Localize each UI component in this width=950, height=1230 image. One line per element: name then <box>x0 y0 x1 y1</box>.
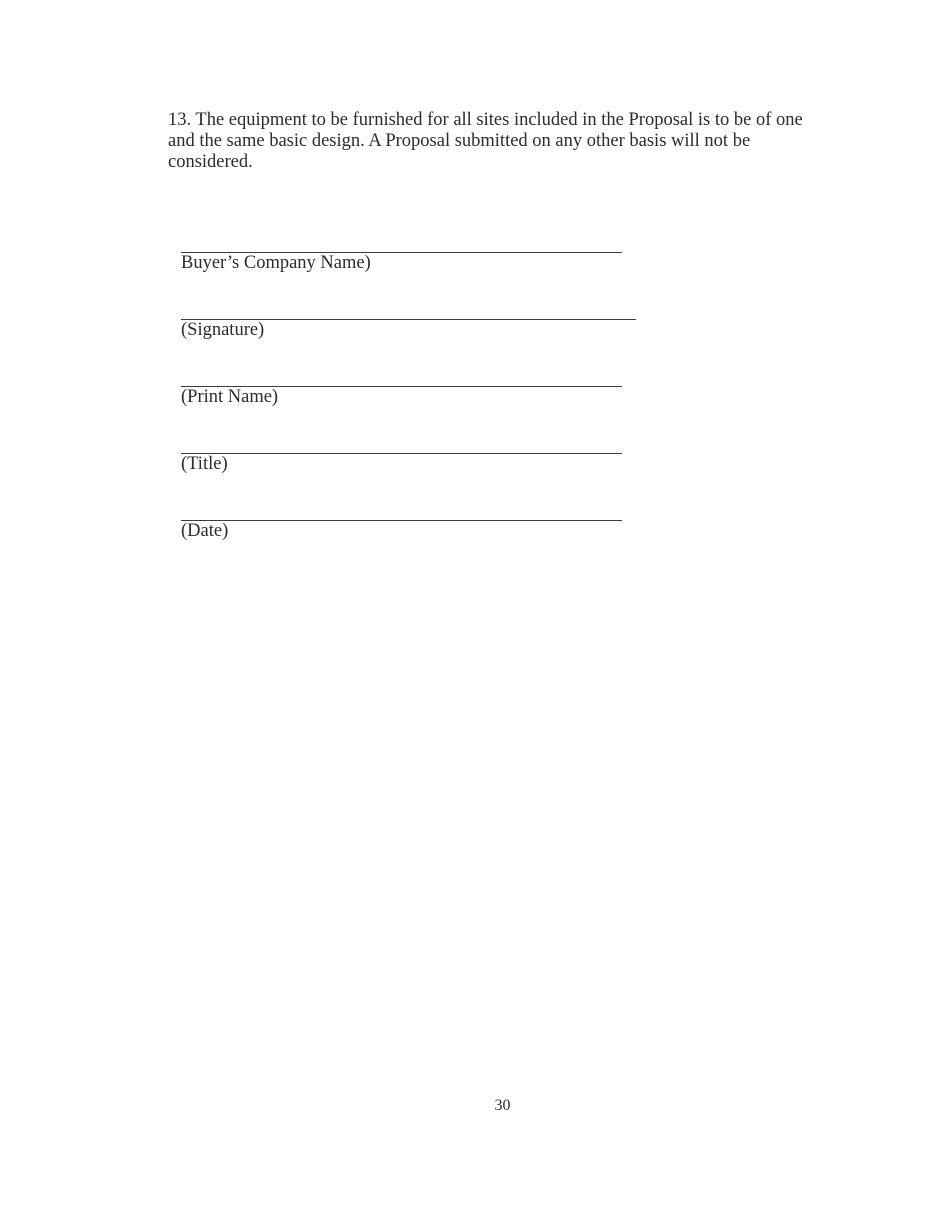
signature-field-label: Buyer’s Company Name) <box>181 253 371 273</box>
signature-field-print-name <box>181 386 622 408</box>
clause-13-paragraph: 13. The equipment to be furnished for all sites included in the Proposal is to be of one and the same basic design. A Proposal submitted on any other basis will not be considered. <box>168 110 803 172</box>
signature-field-date <box>181 520 622 542</box>
signature-field-company-name <box>181 252 622 274</box>
signature-field-label: (Date) <box>181 521 229 541</box>
page-number: 30 <box>494 1097 511 1114</box>
signature-field-signature <box>181 319 636 341</box>
signature-field-title <box>181 453 622 475</box>
signature-field-label: (Title) <box>181 454 228 474</box>
signature-field-label: (Signature) <box>181 320 265 340</box>
signature-field-label: (Print Name) <box>181 387 279 407</box>
